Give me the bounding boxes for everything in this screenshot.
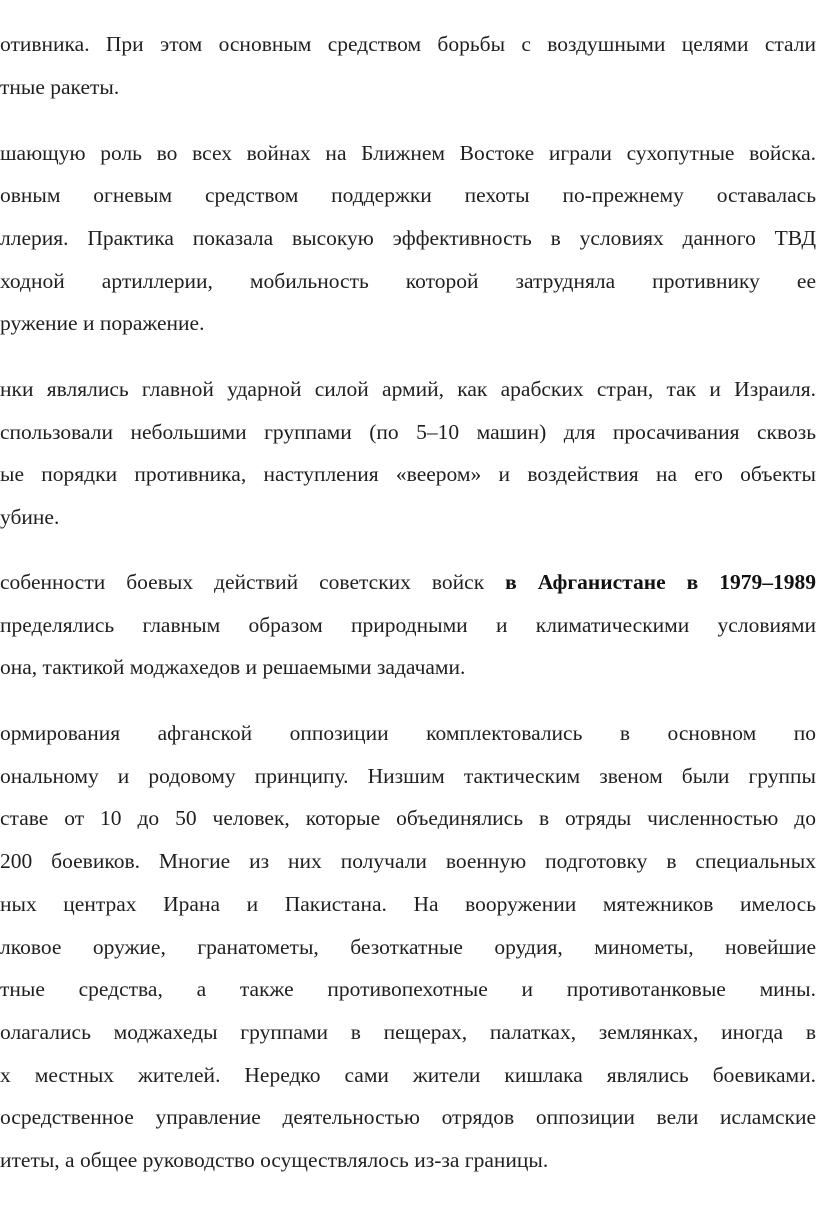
- text-line: тные средства, а также противопехотные и противотанковые мины.: [0, 977, 816, 1001]
- text-line: ллерия. Практика показала высокую эффективность в условиях данного ТВД: [0, 226, 816, 250]
- bold-text-segment: в Афганистане в 1979–1989: [505, 570, 816, 594]
- text-line: шающую роль во всех войнах на Ближнем Востоке играли сухопутные войска.: [0, 141, 816, 165]
- text-line: овным огневым средством поддержки пехоты по-прежнему оставалась: [0, 183, 816, 207]
- text-line: 200 боевиков. Многие из них получали военную подготовку в специальных: [0, 849, 816, 873]
- text-line: х местных жителей. Нередко сами жители кишлака являлись боевиками.: [0, 1063, 816, 1087]
- text-line: ставе от 10 до 50 человек, которые объединялись в отряды численностью до: [0, 806, 816, 830]
- text-line: ходной артиллерии, мобильность которой затрудняла противнику ее: [0, 269, 816, 293]
- text-line: итеты, а общее руководство осуществлялось из-за границы.: [0, 1148, 549, 1172]
- text-line: ормирования афганской оппозиции комплектовались в основном по: [0, 721, 816, 745]
- text-line: нки являлись главной ударной силой армий, как арабских стран, так и Израиля.: [0, 377, 816, 401]
- text-line: отивника. При этом основным средством борьбы с воздушными целями стали: [0, 32, 816, 56]
- text-line: олагались моджахеды группами в пещерах, палатках, землянках, иногда в: [0, 1020, 816, 1044]
- text-line: ружение и поражение.: [0, 311, 205, 335]
- text-line: пределялись главным образом природными и климатическими условиями: [0, 613, 816, 637]
- text-line: спользовали небольшими группами (по 5–10 машин) для просачивания сквозь: [0, 420, 816, 444]
- text-segment: собенности боевых действий советских войск: [0, 570, 506, 594]
- text-line: лковое оружие, гранатометы, безоткатные орудия, минометы, новейшие: [0, 935, 816, 959]
- text-line: осредственное управление деятельностью отрядов оппозиции вели исламские: [0, 1105, 816, 1129]
- text-line: она, тактикой моджахедов и решаемыми задачами.: [0, 655, 466, 679]
- text-line: убине.: [0, 505, 60, 529]
- text-line: ных центрах Ирана и Пакистана. На вооружении мятежников имелось: [0, 892, 816, 916]
- text-line: тные ракеты.: [0, 75, 120, 99]
- text-line: ые порядки противника, наступления «веером» и воздействия на его объекты: [0, 462, 816, 486]
- text-line-with-bold: [0, 561, 816, 603]
- text-line: ональному и родовому принципу. Низшим тактическим звеном были группы: [0, 764, 816, 788]
